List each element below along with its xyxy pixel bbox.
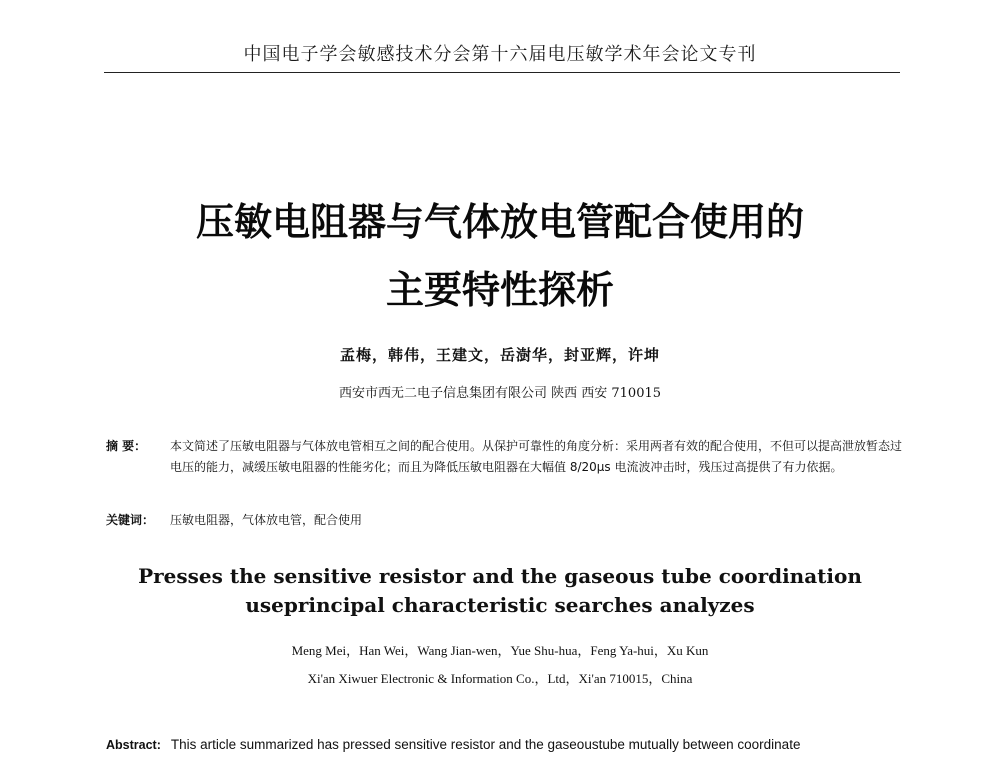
header-rule	[104, 72, 900, 73]
chinese-abstract-label: 摘 要：	[106, 439, 147, 453]
english-affiliation: Xi'an Xiwuer Electronic & Information Co.，Ltd，Xi'an 710015，China	[307, 671, 693, 686]
chinese-keywords-label: 关键词：	[106, 513, 155, 527]
chinese-title-line-2: 主要特性探析	[385, 268, 614, 312]
english-title	[0, 562, 1000, 620]
chinese-affiliation: 西安市西无二电子信息集团有限公司 陕西 西安 710015	[338, 386, 662, 401]
english-authors: Meng Mei，Han Wei，Wang Jian-wen，Yue Shu-hua，Feng Ya-hui，Xu Kun	[291, 643, 709, 658]
english-title-line-1: Presses the sensitive resistor and the gaseous tube coordination	[138, 564, 862, 588]
chinese-title	[0, 188, 1000, 324]
chinese-abstract	[106, 436, 906, 478]
chinese-abstract-text: 本文简述了压敏电阻器与气体放电管相互之间的配合使用。从保护可靠性的角度分析：采用两者有效的配合使用，不但可以提高泄放暂态过电压的能力，减缓压敏电阻器的性能劣化；而且为降低压敏电阻器在大幅值 8/20μs 电流波冲击时，残压过高提供了有力依据。	[170, 439, 903, 474]
chinese-keywords-text: 压敏电阻器，气体放电管，配合使用	[170, 513, 363, 527]
english-abstract	[106, 734, 906, 756]
journal-header: 中国电子学会敏感技术分会第十六届电压敏学术年会论文专刊	[243, 44, 757, 65]
chinese-keywords	[106, 510, 906, 531]
chinese-authors: 孟梅，韩伟，王建文，岳澍华，封亚辉，许坤	[339, 346, 660, 364]
english-title-line-2: useprincipal characteristic searches analyzes	[245, 593, 755, 617]
chinese-title-line-1: 压敏电阻器与气体放电管配合使用的	[195, 200, 804, 244]
english-abstract-label: Abstract:	[106, 738, 161, 752]
english-abstract-text: This article summarized has pressed sensitive resistor and the gaseoustube mutually between coordinate	[170, 737, 801, 752]
